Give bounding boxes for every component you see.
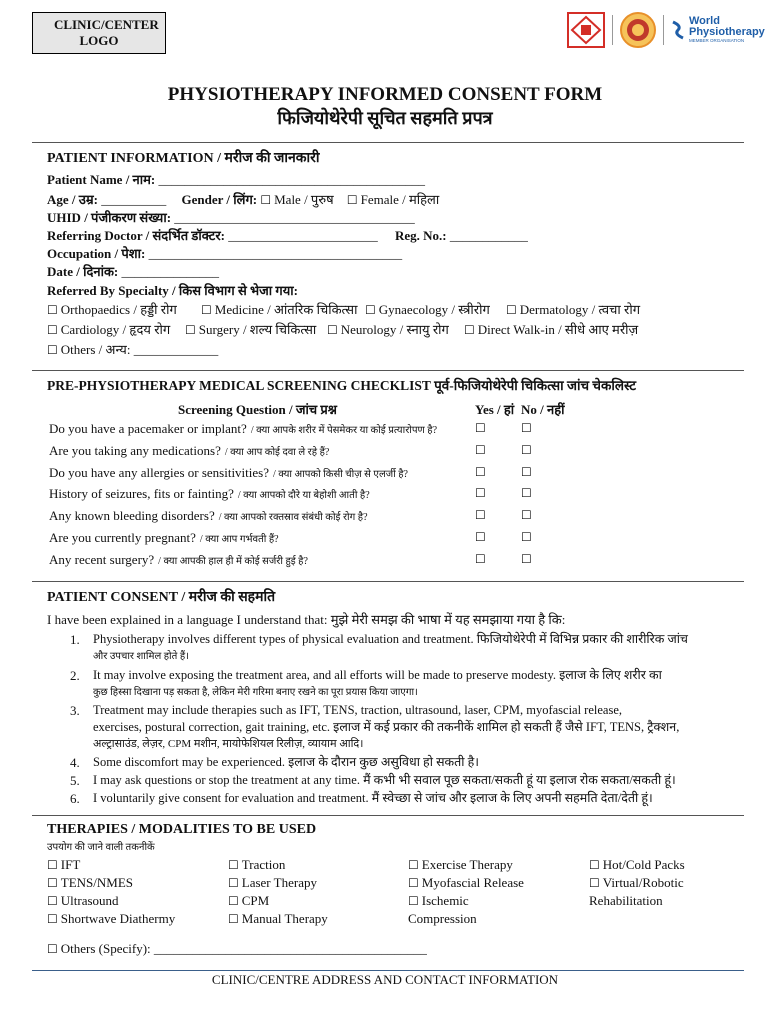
- therapy-virtual-checkbox[interactable]: ☐ Virtual/Robotic: [589, 874, 685, 892]
- therapies-col-3: [408, 856, 524, 927]
- therapy-ultrasound-checkbox[interactable]: ☐ Ultrasound: [47, 892, 175, 910]
- consent-heading: PATIENT CONSENT / मरीज की सहमति: [47, 590, 276, 605]
- specialty-orthopaedics-checkbox[interactable]: ☐ Orthopaedics / हड्डी रोग: [47, 300, 177, 318]
- therapy-virtual-label-cont: Rehabilitation: [589, 893, 663, 908]
- divider: [32, 581, 744, 582]
- screening-no-checkbox[interactable]: ☐: [521, 486, 532, 501]
- screening-yes-checkbox[interactable]: ☐: [475, 508, 486, 523]
- uhid-row: UHID / पंजीकरण संख्या: _____________________________________: [47, 210, 415, 225]
- gender-male-checkbox[interactable]: ☐ Male / पुरुष: [260, 192, 333, 207]
- uhid-field[interactable]: _____________________________________: [174, 210, 415, 225]
- footer-divider: [32, 970, 744, 971]
- age-gender-row: Age / उम्र: __________ Gender / लिंग: ☐ Male / पुरुष ☐ Female / महिला: [47, 190, 439, 208]
- screening-row: Do you have any allergies or sensitivities? / क्या आपको किसी चीज़ से एलर्जी है? ☐ ☐: [49, 464, 532, 480]
- screening-yes-checkbox[interactable]: ☐: [475, 551, 486, 566]
- patient-name-row: Patient Name / नाम: _________________________________________: [47, 172, 425, 187]
- therapy-others-field[interactable]: __________________________________________: [153, 941, 427, 956]
- specialty-surgery-checkbox[interactable]: ☐ Surgery / शल्य चिकित्सा: [185, 320, 316, 338]
- age-field[interactable]: __________: [101, 192, 167, 207]
- therapy-cpm-checkbox[interactable]: ☐ CPM: [228, 892, 328, 910]
- screening-col-no: No / नहीं: [521, 402, 565, 417]
- consent-item-1: 1. Physiotherapy involves different types of physical evaluation and treatment. फिजियोथेरेपी में विभिन्न प्रकार की शारीरिक जांच और उपचार शामिल होते हैं।: [70, 632, 688, 662]
- therapy-exercise-checkbox[interactable]: ☐ Exercise Therapy: [408, 856, 524, 874]
- screening-yes-checkbox[interactable]: ☐: [475, 529, 486, 544]
- screening-yes-checkbox[interactable]: ☐: [475, 464, 486, 479]
- screening-yes-checkbox[interactable]: ☐: [475, 442, 486, 457]
- date-row: Date / दिनांक: _______________: [47, 264, 220, 279]
- specialty-neurology-checkbox[interactable]: ☐ Neurology / स्नायु रोग: [327, 320, 449, 338]
- world-physio-name: World Physiotherapy: [689, 15, 765, 38]
- occupation-field[interactable]: _______________________________________: [148, 246, 403, 261]
- screening-yes-checkbox[interactable]: ☐: [475, 486, 486, 501]
- therapy-traction-checkbox[interactable]: ☐ Traction: [228, 856, 328, 874]
- world-physio-mark-icon: [670, 20, 686, 40]
- screening-no-checkbox[interactable]: ☐: [521, 442, 532, 457]
- specialty-walkin-checkbox[interactable]: ☐ Direct Walk-in / सीधे आए मरीज़: [464, 320, 638, 338]
- therapy-ift-checkbox[interactable]: ☐ IFT: [47, 856, 175, 874]
- world-physio-subtitle: MEMBER ORGANISATION: [689, 38, 745, 43]
- partner-seal-icon: [619, 11, 657, 49]
- occupation-row: Occupation / पेशा: _______________________________________: [47, 246, 403, 261]
- therapy-laser-checkbox[interactable]: ☐ Laser Therapy: [228, 874, 328, 892]
- screening-yes-checkbox[interactable]: ☐: [475, 421, 486, 435]
- therapy-others-checkbox[interactable]: ☐ Others (Specify):: [47, 941, 151, 956]
- screening-no-checkbox[interactable]: ☐: [521, 464, 532, 479]
- form-title-en: PHYSIOTHERAPY INFORMED CONSENT FORM: [167, 84, 603, 105]
- gender-female-checkbox[interactable]: ☐ Female / महिला: [347, 192, 439, 207]
- therapy-ischemic-checkbox[interactable]: ☐ Ischemic: [408, 892, 524, 910]
- specialty-others-checkbox[interactable]: ☐ Others / अन्य:: [47, 342, 130, 357]
- screening-col-yes: Yes / हां: [475, 402, 515, 417]
- footer-address: CLINIC/CENTRE ADDRESS AND CONTACT INFORMATION: [211, 972, 559, 987]
- therapies-col-4: [589, 856, 685, 909]
- consent-item-5: 5. I may ask questions or stop the treatment at any time. मैं कभी भी सवाल पूछ सकता/सकती हूं या इलाज रोक सकता/सकती हूं।: [70, 773, 676, 788]
- screening-col-question: Screening Question / जांच प्रश्न: [178, 402, 337, 417]
- screening-no-checkbox[interactable]: ☐: [521, 551, 532, 566]
- clinic-logo-placeholder: CLINIC/CENTER LOGO: [32, 12, 166, 54]
- screening-row: History of seizures, fits or fainting? / क्या आपको दौरे या बेहोशी आती है? ☐ ☐: [49, 486, 532, 502]
- reg-no-field[interactable]: ____________: [449, 228, 528, 243]
- logo-separator: [663, 15, 664, 45]
- screening-row: Are you taking any medications? / क्या आप कोई दवा ले रहे हैं? ☐ ☐: [49, 442, 532, 458]
- screening-heading: PRE-PHYSIOTHERAPY MEDICAL SCREENING CHECKLIST पूर्व-फिजियोथेरेपी चिकित्सा जांच चेकलिस्ट: [47, 378, 637, 393]
- therapies-heading: THERAPIES / MODALITIES TO BE USED: [47, 822, 317, 837]
- specialty-gynaecology-checkbox[interactable]: ☐ Gynaecology / स्त्रीरोग: [365, 300, 490, 318]
- specialty-medicine-checkbox[interactable]: ☐ Medicine / आंतरिक चिकित्सा: [201, 300, 357, 318]
- form-title-hi: फिजियोथेरेपी सूचित सहमति प्रपत्र: [277, 108, 493, 128]
- specialty-others-row: [47, 340, 218, 358]
- consent-item-4: 4. Some discomfort may be experienced. इलाज के दौरान कुछ असुविधा हो सकती है।: [70, 755, 479, 770]
- divider: [32, 815, 744, 816]
- screening-no-checkbox[interactable]: ☐: [521, 508, 532, 523]
- screening-no-checkbox[interactable]: ☐: [521, 529, 532, 544]
- therapies-col-2: [228, 856, 328, 928]
- therapy-shortwave-checkbox[interactable]: ☐ Shortwave Diathermy: [47, 910, 175, 928]
- screening-row: Any recent surgery? / क्या आपकी हाल ही में कोई सर्जरी हुई है? ☐ ☐: [49, 551, 532, 567]
- divider: [32, 142, 744, 143]
- specialty-label: Referred By Specialty / किस विभाग से भेजा गया:: [47, 283, 298, 298]
- therapies-subheading: उपयोग की जाने वाली तकनीकें: [47, 842, 155, 853]
- date-field[interactable]: _______________: [121, 264, 220, 279]
- consent-intro: I have been explained in a language I understand that: मुझे मेरी समझ की भाषा में यह समझाया गया है कि:: [47, 612, 566, 627]
- therapy-manual-checkbox[interactable]: ☐ Manual Therapy: [228, 910, 328, 928]
- specialty-cardiology-checkbox[interactable]: ☐ Cardiology / हृदय रोग: [47, 320, 170, 338]
- consent-item-2: 2. It may involve exposing the treatment area, and all efforts will be made to preserve modesty. इलाज के लिए शरीर का कुछ हिस्सा दिखाना पड़ सकता है, लेकिन मेरी गरिमा बनाए रखने का पूरा प्रयास किया जाएगा।: [70, 668, 662, 698]
- therapies-others-row: [47, 941, 427, 957]
- referring-doctor-field[interactable]: _______________________: [228, 228, 378, 243]
- specialty-dermatology-checkbox[interactable]: ☐ Dermatology / त्वचा रोग: [506, 300, 640, 318]
- therapy-hotcold-checkbox[interactable]: ☐ Hot/Cold Packs: [589, 856, 685, 874]
- therapies-col-1: [47, 856, 175, 928]
- specialty-others-field[interactable]: _____________: [133, 342, 219, 357]
- referring-doctor-row: Referring Doctor / संदर्भित डॉक्टर: _______________________ Reg. No.: ____________: [47, 228, 528, 243]
- screening-no-checkbox[interactable]: ☐: [521, 421, 532, 435]
- logo-separator: [612, 15, 613, 45]
- screening-row: Are you currently pregnant? / क्या आप गर्भवती हैं? ☐ ☐: [49, 529, 532, 545]
- patient-info-heading: PATIENT INFORMATION / मरीज की जानकारी: [47, 151, 320, 166]
- world-physio-logo: [670, 15, 765, 44]
- patient-name-field[interactable]: _________________________________________: [158, 172, 425, 187]
- divider: [32, 370, 744, 371]
- partner-emblem-icon: [566, 11, 606, 49]
- screening-list: [49, 420, 749, 573]
- therapy-tens-checkbox[interactable]: ☐ TENS/NMES: [47, 874, 175, 892]
- consent-item-6: 6. I voluntarily give consent for evaluation and treatment. मैं स्वेच्छा से जांच और इलाज के लिए अपनी सहमति देता/देती हूं।: [70, 791, 653, 806]
- partner-logos: [566, 10, 765, 50]
- therapy-ischemic-label-cont: Compression: [408, 911, 477, 926]
- therapy-myofascial-checkbox[interactable]: ☐ Myofascial Release: [408, 874, 524, 892]
- screening-row: Do you have a pacemaker or implant? / क्या आपके शरीर में पेसमेकर या कोई प्रत्यारोपण है? ☐ ☐: [49, 421, 532, 436]
- consent-item-3: 3. Treatment may include therapies such as IFT, TENS, traction, ultrasound, laser, CPM, myofascial release, exercises, postural correction, gait training, etc. इलाज में कई प्रकार की तकनीकें शामिल हो सकती हैं जैसे IFT, TENS, ट्रैक्शन, अल्ट्रासाउंड, लेज़र, CPM मशीन, मायोफेशियल रिलीज़, व्यायाम आदि।: [70, 703, 680, 750]
- screening-row: Any known bleeding disorders? / क्या आपको रक्तस्राव संबंधी कोई रोग है? ☐ ☐: [49, 508, 532, 524]
